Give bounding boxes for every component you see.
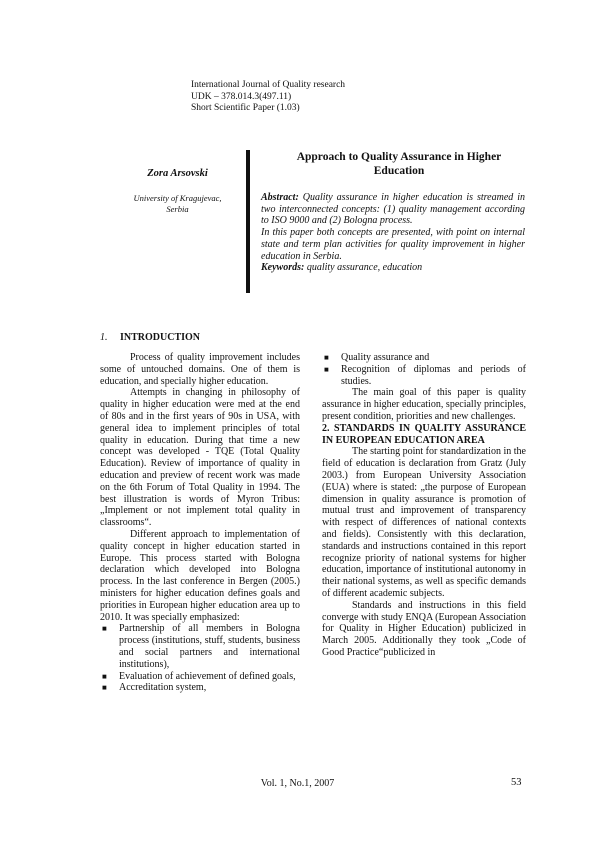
square-bullet-icon: ■ <box>102 683 107 693</box>
list-item: ■ Quality assurance and <box>324 352 430 363</box>
author-name: Zora Arsovski <box>147 168 208 179</box>
keywords-label: Keywords: <box>261 262 305 274</box>
intro-para-2: Attempts in changing in philosophy of quality in higher education were med at the end of 80s and in the first years of 90s in USA, with general idea to implement principles of total quality in education. During that time a new concept was developed - TQE (Total Quality Education). Review of importance of quality in education and preview of recent work was made on the 6th Forum of Total Quality in 1994. The best illustration is words of Myron Tribus: „Implement or not implement total quality in classrooms“. <box>100 387 300 529</box>
title-divider-bar <box>246 150 250 293</box>
right-bullet-list <box>322 352 526 387</box>
section-1-heading <box>100 332 200 344</box>
journal-header <box>191 80 345 115</box>
section-1-title: INTRODUCTION <box>120 332 201 343</box>
paper-type: Short Scientific Paper (1.03) <box>191 103 300 113</box>
square-bullet-icon: ■ <box>102 671 107 681</box>
keywords-text: quality assurance, education <box>304 262 423 274</box>
list-item: ■ Partnership of all members in Bologna process (institutions, stuff, students, business and social partners and international institutions), <box>102 623 300 670</box>
square-bullet-icon: ■ <box>324 364 329 374</box>
right-column <box>322 352 526 659</box>
footer-volume: Vol. 1, No.1, 2007 <box>260 778 335 789</box>
keywords-line <box>261 262 525 274</box>
abstract-para-1 <box>261 192 525 227</box>
author-block <box>105 168 250 215</box>
list-item: ■ Recognition of diplomas and periods of studies. <box>324 363 526 387</box>
section-2-para-1: The starting point for standardization in the field of education is declaration from Gratz (July 2003.) from European University Association (EUA) where is stated: „the purpose of European dimension in quality assurance is promotion of mutual trust and improvement of transparency with respect of differences of national contexts and fields). Consistently with this declaration, standards and instructions contained in this report recognize priority of national systems for higher education, importance of institutional autonomy in their national systems, as well as specific demands of different academic subjects. <box>322 446 526 599</box>
section-2-heading: 2. STANDARDS IN QUALITY ASSURANCE IN EUROPEAN EDUCATION AREA <box>322 422 526 446</box>
section-2-para-2: Standards and instructions in this field converge with study ENQA (European Association for Quality in Higher Education) publicized in March 2005. Additionally they took „Code of Good Practice“publicized in <box>322 599 526 658</box>
paper-title-line1: Approach to Quality Assurance in Higher <box>296 151 502 163</box>
list-item: ■ Evaluation of achievement of defined goals, <box>102 670 296 682</box>
left-column <box>100 352 300 694</box>
paper-title <box>278 150 520 178</box>
paper-title-line2: Education <box>373 165 425 177</box>
intro-para-3: Different approach to implementation of quality concept in higher education started in Europe. This process started with Bologna declaration which developed into Bologna process. In the last conference in Bergen (2005.) ministers for higher education defines goals and priorities in European higher education area up to 2010. It was specially emphasized: <box>100 528 300 623</box>
list-item: ■ Accreditation system, <box>102 682 207 694</box>
abstract-block <box>261 192 525 274</box>
author-affiliation-line1: University of Kragujevac, <box>133 193 222 203</box>
abstract-text-1: Quality assurance in higher education is streamed in two interconnected concepts: (1) quality management according to ISO 9000 and (2) Bologna process. <box>261 192 525 227</box>
square-bullet-icon: ■ <box>324 353 329 362</box>
author-affiliation-line2: Serbia <box>166 204 189 214</box>
abstract-label: Abstract: <box>261 192 299 203</box>
page-number: 53 <box>511 777 522 788</box>
intro-para-1: Process of quality improvement includes some of untouched domains. One of them is education, and specially higher education. <box>100 352 300 387</box>
left-bullet-list <box>100 623 300 694</box>
intro-para-4: The main goal of this paper is quality assurance in higher education, specially principles, present condition, priorities and new challenges. <box>322 387 526 422</box>
abstract-para-2: In this paper both concepts are presented, with point on internal state and term plan activities for quality improvement in higher education in Serbia. <box>261 227 525 262</box>
section-1-number: 1. <box>100 332 108 343</box>
udk-code: UDK – 378.014.3(497.11) <box>191 91 292 102</box>
square-bullet-icon: ■ <box>102 624 107 634</box>
journal-name: International Journal of Quality research <box>191 80 346 90</box>
